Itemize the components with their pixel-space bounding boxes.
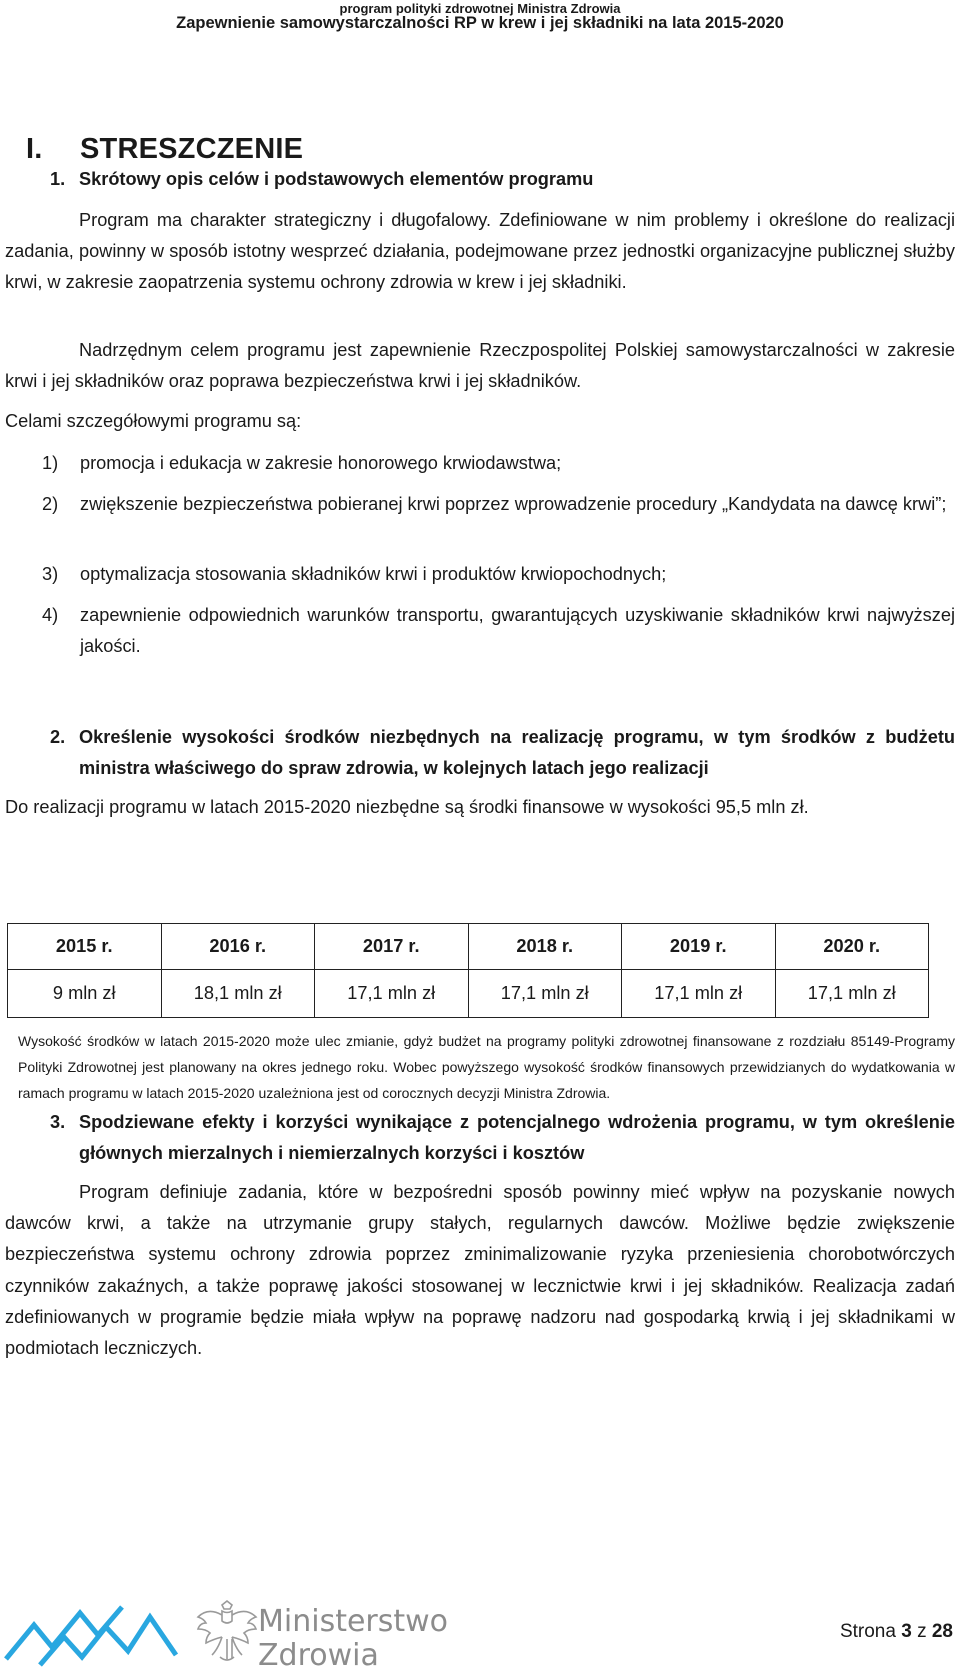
funding-table: [7, 923, 929, 1018]
section-2-paragraph-1: Do realizacji programu w latach 2015-2020 niezbędne są środki finansowe w wysokości 95,5 mln zł.: [5, 797, 809, 817]
ministry-of-health-logo: [0, 1595, 460, 1670]
section-1-number: 1.: [50, 169, 66, 189]
table-header-cell: 2018 r.: [468, 924, 622, 970]
chapter-title: [26, 133, 303, 166]
goal-number: 4): [42, 605, 59, 625]
goal-number: 3): [42, 564, 59, 584]
chapter-heading: STRESZCZENIE: [80, 133, 304, 165]
goal-item: [42, 448, 955, 479]
section-1-paragraph-2: Nadrzędnym celem programu jest zapewnienie Rzeczpospolitej Polskiej samowystarczalności w zakresie krwi i jej składników oraz poprawa bezpieczeństwa krwi i jej składników.: [5, 340, 955, 392]
section-3-paragraph-1: Program definiuje zadania, które w bezpośredni sposób powinny mieć wpływ na pozyskanie nowych dawców krwi, a także na utrzymanie grupy stałych, regularnych dawców. Możliwe będzie zwiększenie bezpieczeństwa systemu ochrony zdrowia poprzez zminimalizowanie ryzyka przeniesienia chorobotwórczych czynników zakaźnych, a także poprawę jakości stosowanej w lecznictwie krwi i jej składników. Realizacja zadań zdefiniowanych w programie będzie miała wpływ na poprawę nadzoru nad gospodarką krwią i jej składnikami w podmiotach leczniczych.: [5, 1182, 955, 1359]
section-3-title: Spodziewane efekty i korzyści wynikające z potencjalnego wdrożenia programu, w tym określenie głównych mierzalnych i niemierzalnych korzyści i kosztów: [79, 1112, 955, 1163]
section-2-title: Określenie wysokości środków niezbędnych na realizację programu, w tym środków z budżetu ministra właściwego do spraw zdrowia, w kolejnych latach jego realizacji: [79, 727, 955, 778]
logo-line-1: Ministerstwo: [258, 1604, 449, 1639]
table-header-cell: 2015 r.: [8, 924, 162, 970]
table-header-cell: 2016 r.: [161, 924, 315, 970]
table-cell: 9 mln zł: [8, 970, 162, 1018]
table-row: [8, 924, 929, 970]
section-1-title: Skrótowy opis celów i podstawowych elementów programu: [79, 169, 594, 189]
table-header-cell: 2020 r.: [775, 924, 929, 970]
page-total: 28: [931, 1621, 953, 1642]
section-2-heading: [50, 722, 955, 784]
running-header-title: Zapewnienie samowystarczalności RP w krew i jej składniki na lata 2015-2020: [176, 14, 784, 32]
goal-text: zwiększenie bezpieczeństwa pobieranej krwi poprzez wprowadzenie procedury „Kandydata na dawcę krwi”;: [80, 494, 947, 514]
goal-text: promocja i edukacja w zakresie honorowego krwiodawstwa;: [80, 453, 562, 473]
goal-item: [42, 489, 955, 520]
section-1-paragraph-1: Program ma charakter strategiczny i długofalowy. Zdefiniowane w nim problemy i określone do realizacji zadania, powinny w sposób istotny wesprzeć działania, podejmowane przez jednostki organizacyjne publicznej służby krwi, w zakresie zaopatrzenia systemu ochrony zdrowia w krew i jej składniki.: [5, 210, 955, 293]
mz-wave-icon: [6, 1607, 176, 1665]
goal-item: [42, 559, 955, 590]
goal-text: optymalizacja stosowania składników krwi i produktów krwiopochodnych;: [80, 564, 667, 584]
goal-number: 2): [42, 494, 59, 514]
running-header-program: program polityki zdrowotnej Ministra Zdrowia: [339, 1, 621, 16]
page-separator: z: [917, 1621, 927, 1642]
table-cell: 18,1 mln zł: [161, 970, 315, 1018]
table-cell: 17,1 mln zł: [622, 970, 776, 1018]
section-2-number: 2.: [50, 727, 66, 747]
table-cell: 17,1 mln zł: [775, 970, 929, 1018]
funding-note: Wysokość środków w latach 2015-2020 może ulec zmianie, gdyż budżet na programy polityki zdrowotnej finansowane z rozdziału 85149-Programy Polityki Zdrowotnej jest planowany na okres jednego roku. Wobec powyższego wysokość środków finansowych przewidzianych do wydatkowania w ramach programu w latach 2015-2020 uzależniona jest od corocznych decyzji Ministra Zdrowia.: [18, 1033, 955, 1101]
table-cell: 17,1 mln zł: [468, 970, 622, 1018]
table-header-cell: 2017 r.: [315, 924, 469, 970]
goal-item: [42, 600, 955, 662]
goal-text: zapewnienie odpowiednich warunków transportu, gwarantujących uzyskiwanie składników krwi najwyższej jakości.: [80, 605, 955, 657]
chapter-number: I.: [26, 133, 43, 165]
goals-intro: Celami szczegółowymi programu są:: [5, 411, 302, 431]
table-row: [8, 970, 929, 1018]
section-3-heading: [50, 1107, 955, 1169]
logo-line-2: Zdrowia: [258, 1638, 379, 1670]
section-3-number: 3.: [50, 1112, 66, 1132]
page-current: 3: [901, 1621, 912, 1642]
page-number: [840, 1621, 953, 1643]
page-label: Strona: [839, 1621, 896, 1642]
section-1-heading: [50, 164, 955, 195]
polish-eagle-emblem-icon: [198, 1601, 256, 1660]
table-cell: 17,1 mln zł: [315, 970, 469, 1018]
table-header-cell: 2019 r.: [622, 924, 776, 970]
goal-number: 1): [42, 453, 59, 473]
